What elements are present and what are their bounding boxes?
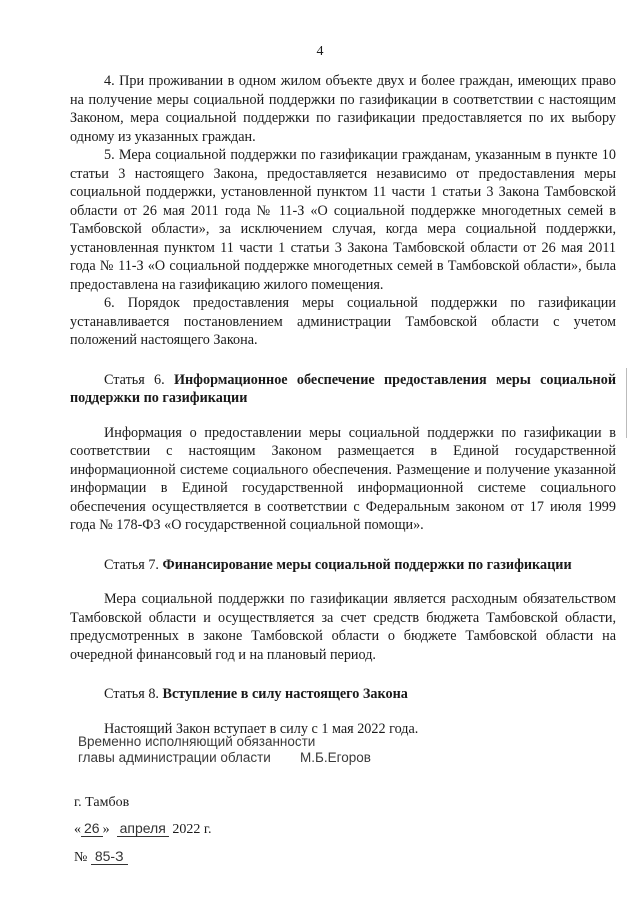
paragraph-6: 6. Порядок предоставления меры социальной поддержки по газификации устанавливается постановлением администрации Тамбовской области с учетом положений настоящего Закона. bbox=[70, 295, 616, 348]
article-8-text: Настоящий Закон вступает в силу с 1 мая 2022 года. bbox=[104, 720, 419, 737]
article-6-title: Информационное обеспечение предоставления меры социальной поддержки по газификации bbox=[70, 371, 616, 406]
signature-position-line1: Временно исполняющий обязанности bbox=[78, 734, 316, 749]
article-7-heading bbox=[70, 556, 616, 575]
date-line bbox=[74, 820, 211, 838]
article-6-label: Статья 6. bbox=[104, 371, 165, 388]
city: г. Тамбов bbox=[74, 795, 130, 810]
article-7-title: Финансирование меры социальной поддержки по газификации bbox=[162, 556, 572, 573]
article-6-text: Информация о предоставлении меры социальной поддержки по газификации в соответствии с настоящим Законом размещается в Единой государственной информационной системе социального обеспечения. Размещение и получение указанной информации в Единой государственной информационной системе социального обеспечения осуществляется в соответствии с Федеральным законом от 17 июля 1999 года № 178-ФЗ «О государственной социальной помощи». bbox=[70, 424, 616, 533]
article-7-label: Статья 7. bbox=[104, 556, 159, 573]
article-6-heading bbox=[70, 371, 616, 408]
page-number: 4 bbox=[316, 44, 324, 59]
scan-margin-mark bbox=[626, 368, 627, 438]
signature-block bbox=[78, 734, 371, 766]
signatory-name: М.Б.Егоров bbox=[300, 750, 371, 765]
paragraph-4: 4. При проживании в одном жилом объекте двух и более граждан, имеющих право на получение меры социальной поддержки по газификации в соответствии с настоящим Законом, мера социальной поддержки по газификации предоставляется по их выбору одному из указанных граждан. bbox=[70, 73, 616, 145]
date-quote-close: » bbox=[102, 822, 110, 837]
law-number-line bbox=[74, 848, 128, 866]
signature-position-line2: главы администрации области bbox=[78, 750, 271, 765]
law-number-prefix: № bbox=[74, 850, 88, 865]
date-quote-open: « bbox=[74, 822, 81, 837]
law-number-value: 85-З bbox=[91, 848, 128, 865]
paragraph-5: 5. Мера социальной поддержки по газификации гражданам, указанным в пункте 10 статьи 3 настоящего Закона, предоставляется независимо от предоставления меры социальной поддержки, установленной пунктом 11 части 1 статьи 3 Закона Тамбовской области от 26 мая 2011 года № 11-З «О социальной поддержке многодетных семей в Тамбовской области», за исключением случая, когда мера социальной поддержки, установленная пунктом 11 части 1 статьи 3 Закона Тамбовской области от 26 мая 2011 года № 11-З «О социальной поддержке многодетных семей в Тамбовской области», была предоставлена на газификацию жилого помещения. bbox=[70, 147, 616, 293]
article-8-title: Вступление в силу настоящего Закона bbox=[162, 686, 408, 702]
date-day: 26 bbox=[81, 820, 103, 837]
article-8-heading bbox=[70, 685, 616, 704]
date-month: апреля bbox=[117, 820, 169, 837]
document-body bbox=[70, 72, 616, 738]
article-8-label: Статья 8. bbox=[104, 686, 159, 702]
article-7-text: Мера социальной поддержки по газификации является расходным обязательством Тамбовской области и осуществляется за счет средств бюджета Тамбовской области, предусмотренных в законе Тамбовской области о бюджете Тамбовской области на очередной финансовый год и на плановый период. bbox=[70, 591, 616, 663]
date-year: 2022 г. bbox=[172, 822, 212, 837]
